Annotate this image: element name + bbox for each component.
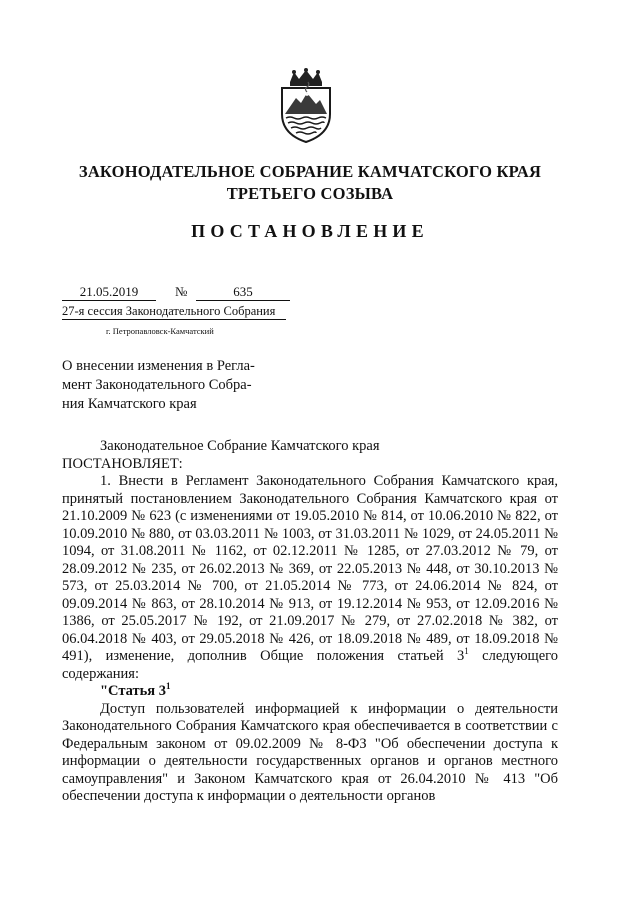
organization-title xyxy=(0,161,620,205)
item-1-superscript: 1 xyxy=(464,646,469,657)
article-heading-text: "Статья 3 xyxy=(100,683,167,699)
city-label: г. Петропавловск-Камчатский xyxy=(106,326,214,336)
subject-line: О внесении изменения в Регла- xyxy=(62,358,255,374)
subject-line: ния Камчатского края xyxy=(62,396,197,412)
article-heading xyxy=(62,683,558,701)
subject-line: мент Законодательного Собра- xyxy=(62,377,252,393)
item-1-text-end: следующего содержания: xyxy=(62,648,558,682)
number-sign: № xyxy=(175,284,188,299)
item-1-text: 1. Внести в Регламент Законодательного Собрания Камчатского края, принятый постановлением Законодательного Собрания Камчатского края от 21.10.2009 № 623 (с изменениями от 19.05.2010 № 814, от 10.06.2010 № 822, от 10.09.2010 № 880, от 03.03.2011 № 1003, от 31.03.2011 № 1029, от 24.05.2011 № 1094, от 31.08.2011 № 1162, от 02.12.2011 № 1285, от 27.03.2012 № 79, от 28.09.2012 № 235, от 26.02.2013 № 369, от 22.05.2013 № 448, от 30.10.2013 № 573, от 25.03.2014 № 700, от 21.05.2014 № 773, от 24.06.2014 № 824, от 09.09.2014 № 863, от 28.10.2014 № 913, от 19.12.2014 № 953, от 12.09.2016 № 1386, от 25.05.2017 № 192, от 21.09.2017 № 279, от 27.02.2018 № 382, от 06.04.2018 № 403, от 29.05.2018 № 426, от 18.09.2018 № 489, от 18.09.2018 № 491), изменение, дополнив Общие положения статьей 3 xyxy=(62,473,558,664)
document-number: 635 xyxy=(196,284,290,301)
document-date: 21.05.2019 xyxy=(62,284,156,301)
document-subject xyxy=(62,357,292,414)
organization-name: ЗАКОНОДАТЕЛЬНОЕ СОБРАНИЕ КАМЧАТСКОГО КРАЯ xyxy=(78,162,542,181)
document-type: ПОСТАНОВЛЕНИЕ xyxy=(191,221,429,241)
article-heading-superscript: 1 xyxy=(166,681,171,692)
article-paragraph: Доступ пользователей информацией к информации о деятельности Законодательного Собрания Камчатского края обеспечивается в соответствии с Федеральным законом от 09.02.2009 № 8-ФЗ "Об обеспечении доступа к информации о деятельности государственных органов и органов местного самоуправления" и Законом Камчатского края от 26.04.2010 № 413 "Об обеспечении доступа к информации о деятельности органов xyxy=(62,700,558,804)
item-1-paragraph xyxy=(62,473,558,683)
convocation: ТРЕТЬЕГО СОЗЫВА xyxy=(226,184,394,203)
document-body xyxy=(62,438,558,806)
intro-paragraph: Законодательное Собрание Камчатского края xyxy=(100,438,380,454)
session-label: 27-я сессия Законодательного Собрания xyxy=(62,303,286,320)
resolves-label: ПОСТАНОВЛЯЕТ: xyxy=(62,455,183,472)
kamchatka-coat-of-arms-icon xyxy=(276,68,336,144)
